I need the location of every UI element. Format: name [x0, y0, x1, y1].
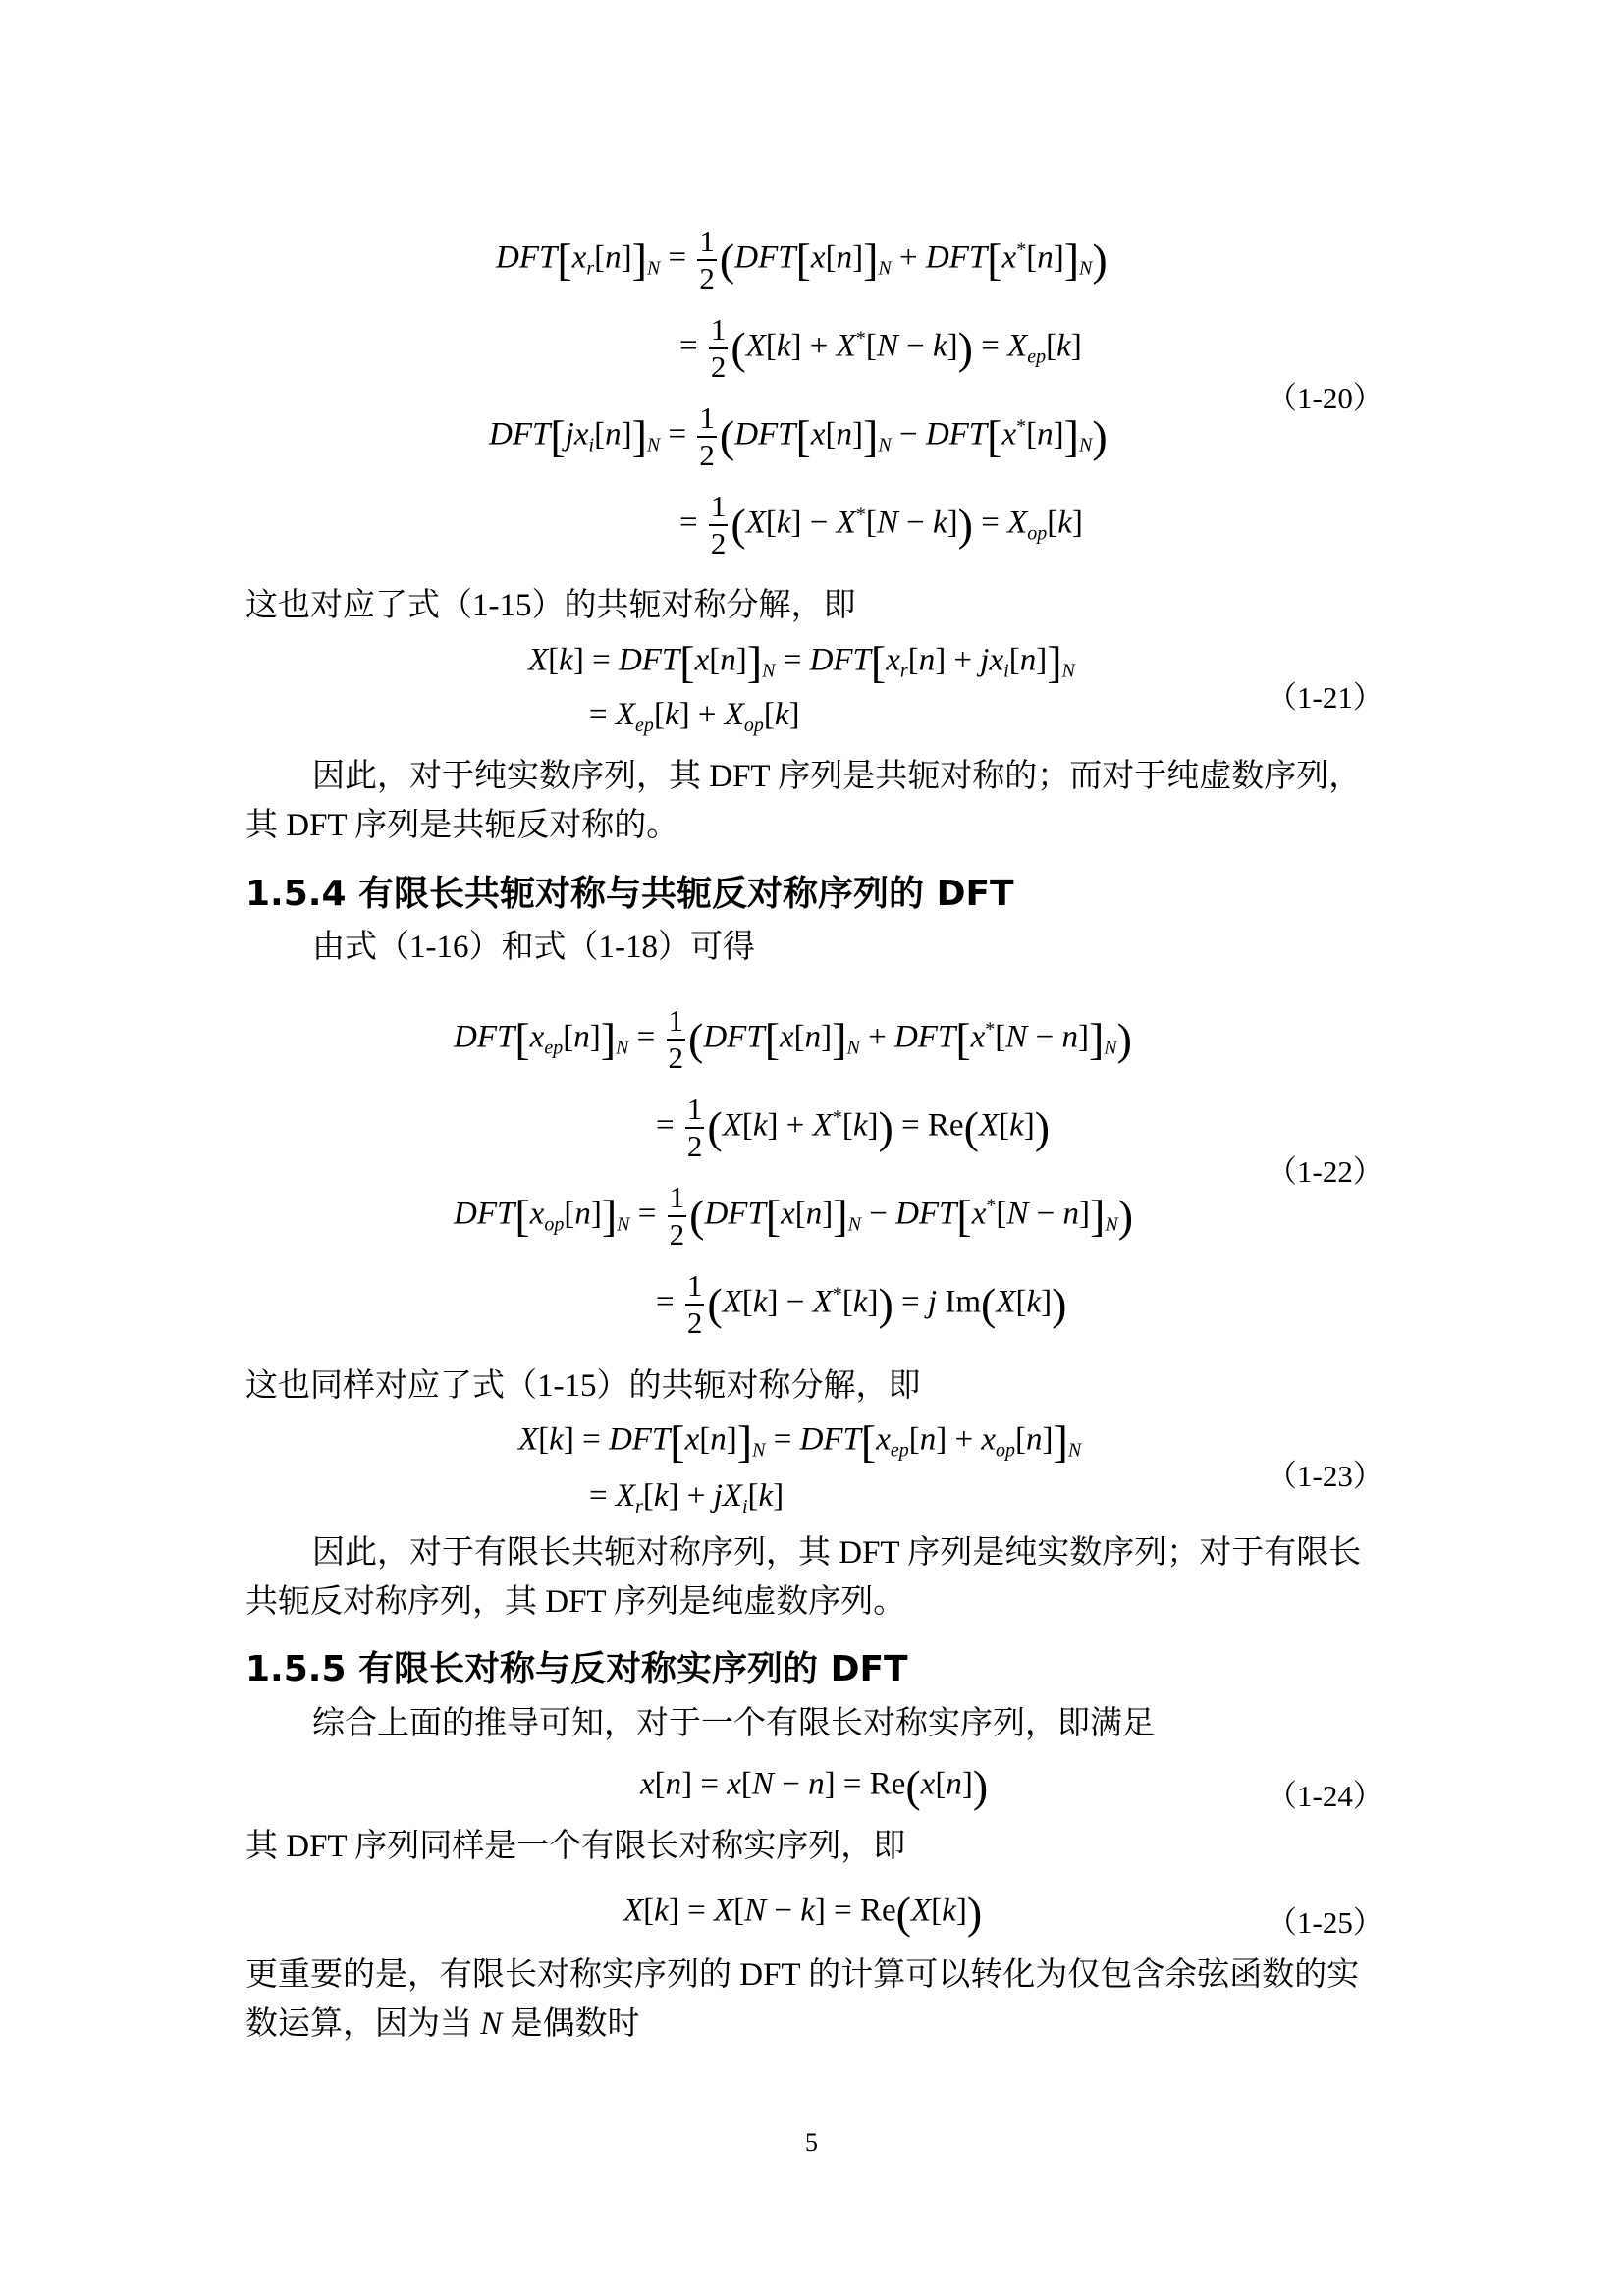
equation-number-1-24: （1-24） — [1267, 1779, 1383, 1813]
equation-number-1-20: （1-20） — [1267, 381, 1383, 415]
paragraph-text: 因此，对于纯实数序列，其 DFT 序列是共轭对称的；而对于纯虚数序列， — [312, 759, 1362, 794]
paragraph-text: 其 DFT 序列是共轭反对称的。 — [245, 808, 679, 843]
section-heading: 1.5.4 有限长共轭对称与共轭反对称序列的 DFT — [245, 874, 1014, 914]
equation-1-24: x[n] = x[N − n] = Re(x[n]) — [640, 1761, 989, 1811]
paragraph-text — [245, 2005, 640, 2045]
equation-1-22-line3: $DFT[x_{op}[n]]_N$ = $\frac{1}{2}$ $(DFT[x[n]]_N - DFT[x^*[N - n]]_N)$ — [454, 1180, 1134, 1252]
equation-number-1-25: （1-25） — [1267, 1905, 1383, 1940]
equation-number-1-21: （1-21） — [1267, 680, 1383, 715]
equation-1-20-line3: $DFT[jx_i[n]]_N$ = $\frac{1}{2}$ $(DFT[x[n]]_N - DFT[x^*[n]]_N)$ — [489, 400, 1108, 472]
equation-1-22-line2: = $\frac{1}{2}$ (X[k] + X*[k]) = Re(X[k]) — [656, 1092, 1051, 1163]
paragraph-text: 因此，对于有限长共轭对称序列，其 DFT 序列是纯实数序列；对于有限长 — [312, 1535, 1362, 1571]
equation-1-25: X[k] = X[N − k] = Re(X[k]) — [623, 1888, 983, 1938]
equation-number-1-22: （1-22） — [1267, 1154, 1383, 1189]
variable-n: N — [480, 2006, 503, 2042]
equation-1-22-line1: $DFT[x_{ep}[n]]_N$ = $\frac{1}{2}$ $(DFT[x[n]]_N + DFT[x^*[N - n]]_N)$ — [454, 1003, 1132, 1075]
paragraph-text: 这也同样对应了式（1-15）的共轭对称分解，即 — [245, 1368, 921, 1404]
paragraph-text: 由式（1-16）和式（1-18）可得 — [312, 930, 755, 965]
equation-1-23-line2: = $X_r[k] + jX_i[k]$ — [589, 1478, 785, 1518]
paragraph-text: 综合上面的推导可知，对于一个有限长对称实序列，即满足 — [312, 1706, 1155, 1741]
equation-1-21-line1: $X[k] = DFT[x[n]]_N = DFT[x_r[n] + jx_i[n]]_N$ — [528, 637, 1075, 687]
paragraph-text: 共轭反对称序列，其 DFT 序列是纯虚数序列。 — [245, 1584, 906, 1620]
equation-1-21-line2: = $X_{ep}[k] + X_{op}[k]$ — [589, 697, 800, 736]
equation-1-20-line2: = $\frac{1}{2}$ $(X[k] + X^*[N - k]) = X_{ep}[k]$ — [679, 312, 1082, 384]
paragraph-text: 其 DFT 序列同样是一个有限长对称实序列，即 — [245, 1829, 906, 1864]
section-heading: 1.5.5 有限长对称与反对称实序列的 DFT — [245, 1649, 908, 1689]
paragraph-text: 更重要的是，有限长对称实序列的 DFT 的计算可以转化为仅包含余弦函数的实 — [245, 1957, 1360, 1993]
paragraph-segment: 是偶数时 — [502, 2006, 640, 2042]
paragraph-segment: 数运算，因为当 — [245, 2006, 481, 2042]
equation-1-23-line1: $X[k] = DFT[x[n]]_N = DFT[x_{ep}[n] + x_{op}[n]]_N$ — [518, 1416, 1082, 1467]
equation-1-20-line1: $DFT[x_r[n]]_N$ = $\frac{1}{2}$ $(DFT[x[n]]_N + DFT[x^*[n]]_N)$ — [496, 224, 1108, 295]
page-number: 5 — [805, 2128, 818, 2157]
equation-number-1-23: （1-23） — [1267, 1459, 1383, 1493]
equation-1-20-line4: = $\frac{1}{2}$ $(X[k] - X^*[N - k]) = X_{op}[k]$ — [679, 489, 1083, 561]
paragraph-text: 这也对应了式（1-15）的共轭对称分解，即 — [245, 588, 856, 623]
equation-1-22-line4: = $\frac{1}{2}$ (X[k] − X*[k]) = j Im(X[k]) — [656, 1268, 1067, 1340]
